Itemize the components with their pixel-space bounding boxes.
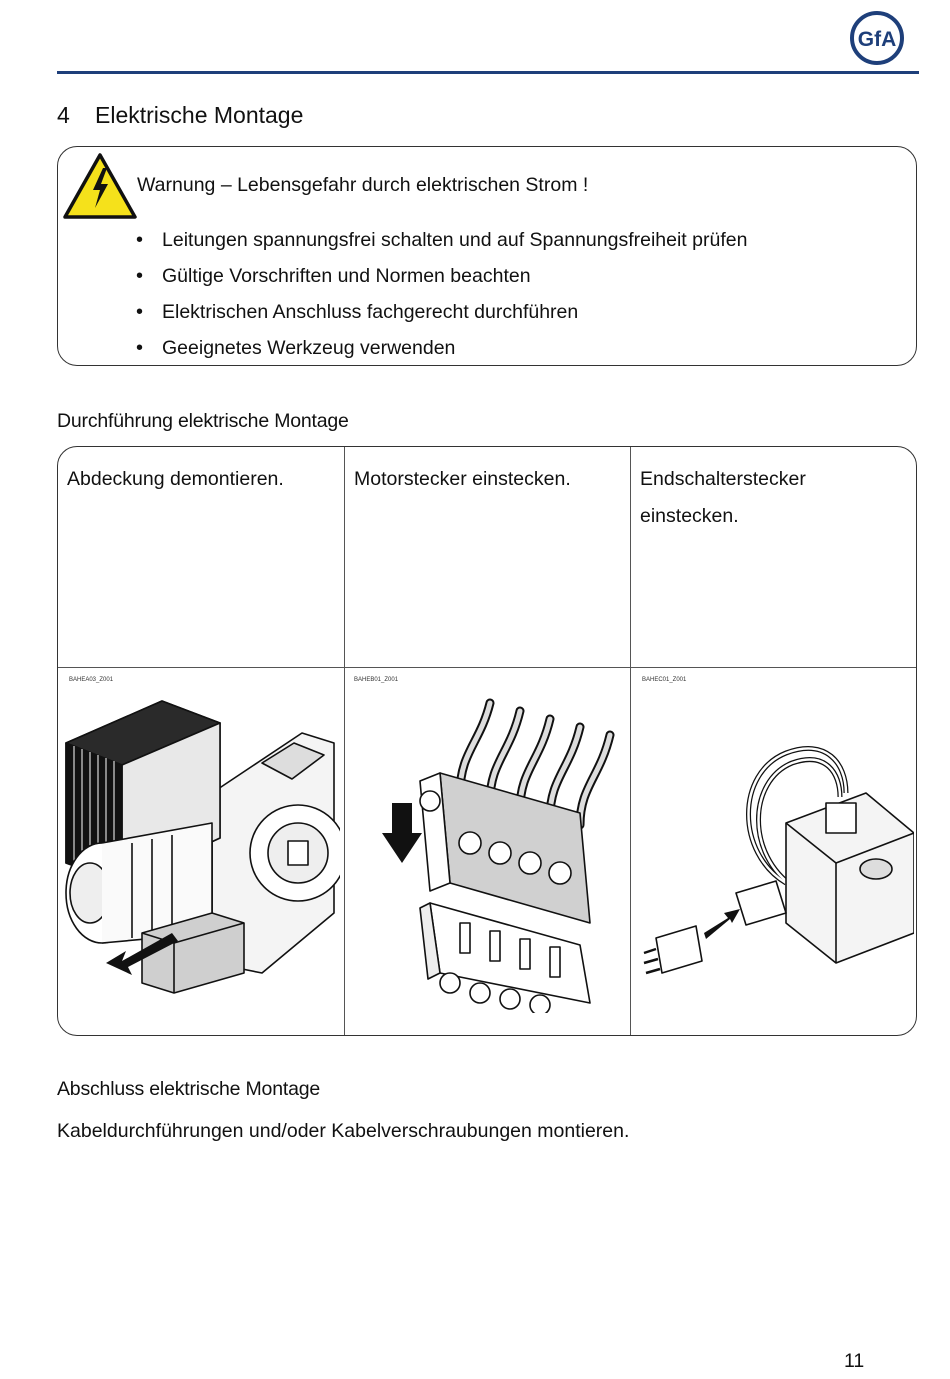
high-voltage-warning-icon xyxy=(62,152,138,220)
warning-list xyxy=(136,227,747,371)
section-title-text: Elektrische Montage xyxy=(95,102,304,128)
step-2-text: Motorstecker einstecken. xyxy=(354,468,571,490)
header-rule xyxy=(57,71,919,74)
section-title xyxy=(57,102,303,129)
step-3-text: Endschalterstecker einstecken. xyxy=(640,468,806,527)
step-1-image-code: BAHEA03_Z001 xyxy=(69,677,114,683)
step-1-text: Abdeckung demontieren. xyxy=(67,468,284,490)
column-divider xyxy=(344,447,345,1035)
svg-text:GfA: GfA xyxy=(857,28,897,51)
step-3-image-code: BAHEC01_Z001 xyxy=(642,677,687,683)
gfa-logo xyxy=(849,10,905,66)
section-number: 4 xyxy=(57,102,70,128)
procedure-heading: Durchführung elektrische Montage xyxy=(57,410,349,432)
warning-item: • Leitungen spannungsfrei schalten und auf Spannungsfreiheit prüfen xyxy=(136,227,747,263)
warning-item: • Geeignetes Werkzeug verwenden xyxy=(136,335,747,371)
limit-switch-plug-illustration xyxy=(636,683,914,1013)
step-2-image-code: BAHEB01_Z001 xyxy=(354,677,399,683)
steps-table xyxy=(57,446,917,1036)
motor-plug-illustration xyxy=(350,683,628,1013)
closing-text: Kabeldurchführungen und/oder Kabelverschraubungen montieren. xyxy=(57,1120,630,1142)
warning-heading: Warnung – Lebensgefahr durch elektrischen Strom ! xyxy=(137,174,589,196)
warning-item: • Elektrischen Anschluss fachgerecht durchführen xyxy=(136,299,747,335)
page-number: 11 xyxy=(844,1350,865,1372)
motor-cover-removal-illustration xyxy=(62,683,340,1013)
warning-box xyxy=(57,146,917,366)
warning-item: • Gültige Vorschriften und Normen beachten xyxy=(136,263,747,299)
column-divider xyxy=(630,447,631,1035)
row-divider xyxy=(58,667,916,668)
closing-heading: Abschluss elektrische Montage xyxy=(57,1078,321,1100)
